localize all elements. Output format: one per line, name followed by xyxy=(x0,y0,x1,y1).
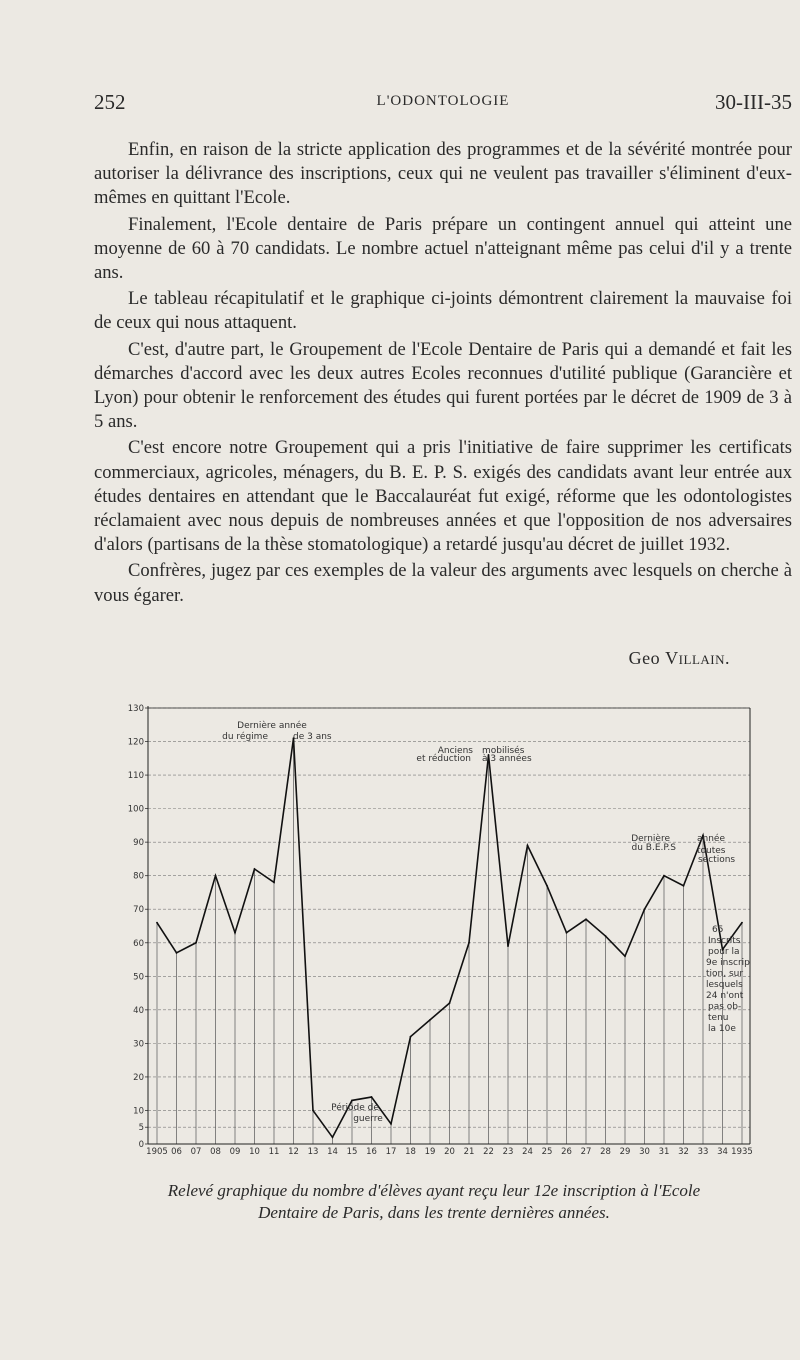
journal-title: L'ODONTOLOGIE xyxy=(376,93,510,109)
annotation-65-inscrits: tenu xyxy=(708,1013,729,1023)
paragraph: C'est encore notre Groupement qui a pris l'initiative de faire supprimer les certificats commerciaux, agricoles, ménagers, du B. E. P. S. exigés des candidats avant leur entrée aux études dentaires en attendant que le Baccalauréat fut exigé, réforme que les odontologistes réclamaient avec nous depuis de nombreuses années et que l'opposition de nos adversaires d'alors (partisans de la thèse stomatologique) a retardé jusqu'au décret de juillet 1932. xyxy=(94,437,792,556)
data-point xyxy=(332,1136,334,1138)
data-point xyxy=(566,932,568,934)
data-point xyxy=(624,955,626,957)
data-point xyxy=(312,1110,314,1112)
figure-caption xyxy=(84,1180,784,1224)
data-point xyxy=(429,1019,431,1021)
x-tick-label: 29 xyxy=(619,1147,631,1157)
y-tick-label: 80 xyxy=(133,871,144,882)
article-body xyxy=(94,138,792,610)
x-tick-label: 19 xyxy=(424,1147,436,1157)
x-tick-label: 20 xyxy=(444,1147,455,1157)
x-tick-label: 16 xyxy=(366,1147,377,1157)
data-point xyxy=(176,952,178,954)
y-tick-label: 10 xyxy=(133,1106,144,1117)
data-point xyxy=(390,1123,392,1125)
annotation-last-3yr: du régime xyxy=(222,732,268,742)
data-point xyxy=(215,875,217,877)
annotation-veterans: à 3 années xyxy=(482,754,532,764)
data-point xyxy=(273,882,275,884)
x-tick-label: 17 xyxy=(385,1147,397,1157)
enrollment-chart xyxy=(0,690,800,1160)
author-first-name: Geo xyxy=(628,648,661,668)
x-tick-label: 06 xyxy=(171,1147,182,1157)
y-tick-label: 130 xyxy=(127,704,144,714)
chart-year-lines xyxy=(157,738,742,1144)
annotation-65-inscrits: 65 xyxy=(712,925,724,935)
annotation-beps: du B.E.P.S xyxy=(631,843,676,853)
paragraph: Finalement, l'Ecole dentaire de Paris prépare un contingent annuel qui atteint une moyenne de 60 à 70 candidats. Le nombre actuel n'atteignant même pas celui d'il y a trente ans. xyxy=(94,213,792,284)
data-point xyxy=(351,1100,353,1102)
data-point xyxy=(507,945,509,947)
page-header xyxy=(94,90,792,120)
x-tick-label: 31 xyxy=(658,1147,670,1157)
x-tick-label: 30 xyxy=(639,1147,650,1157)
x-tick-label: 18 xyxy=(405,1147,416,1157)
data-point xyxy=(585,918,587,920)
x-tick-label: 26 xyxy=(561,1147,572,1157)
x-tick-label: 15 xyxy=(346,1147,358,1157)
annotation-65-inscrits: tion, sur xyxy=(706,969,744,979)
x-tick-label: 13 xyxy=(307,1147,319,1157)
y-tick-label: 90 xyxy=(133,838,144,849)
x-tick-label: 07 xyxy=(190,1147,202,1157)
author-last-name: Villain. xyxy=(665,648,730,668)
chart-x-tick-labels xyxy=(146,1147,753,1157)
x-tick-label: 24 xyxy=(522,1147,533,1157)
data-point xyxy=(527,845,529,847)
x-tick-label: 10 xyxy=(249,1147,260,1157)
issue-date: 30-III-35 xyxy=(715,90,792,114)
data-point xyxy=(683,885,685,887)
annotation-65-inscrits: pour la xyxy=(708,947,740,957)
data-point xyxy=(663,875,665,877)
data-point xyxy=(605,935,607,937)
x-tick-label: 23 xyxy=(502,1147,514,1157)
annotation-65-inscrits: Inscrits xyxy=(708,936,741,946)
paragraph: Enfin, en raison de la stricte application des programmes et de la sévérité montrée pour autoriser la délivrance des inscriptions, ceux qui ne veulent pas travailler s'éliminent d'eux-mêmes en quittant l'Ecole. xyxy=(94,139,792,209)
y-tick-label: 40 xyxy=(133,1005,144,1016)
annotation-65-inscrits: 9e inscrip xyxy=(706,958,750,968)
x-tick-label: 08 xyxy=(210,1147,221,1157)
x-tick-label: 33 xyxy=(697,1147,709,1157)
x-tick-label: 32 xyxy=(678,1147,689,1157)
x-tick-label: 12 xyxy=(288,1147,299,1157)
y-tick-label: 20 xyxy=(133,1072,144,1083)
data-point xyxy=(195,942,197,944)
data-point xyxy=(741,922,743,924)
paragraph: Le tableau récapitulatif et le graphique ci-joints démontrent clairement la mauvaise foi de ceux qui nous attaquent. xyxy=(94,288,792,334)
annotation-last-3yr: de 3 ans xyxy=(293,732,332,742)
x-tick-label: 21 xyxy=(463,1147,475,1157)
annotation-beps: Dernière xyxy=(631,834,670,844)
y-tick-label: 30 xyxy=(133,1039,144,1050)
annotation-65-inscrits: lesquels xyxy=(706,980,743,990)
y-tick-label: 5 xyxy=(138,1123,144,1134)
caption-line-2: Dentaire de Paris, dans les trente dernières années. xyxy=(258,1203,610,1222)
annotation-65-inscrits: la 10e xyxy=(708,1024,736,1034)
data-point xyxy=(254,868,256,870)
annotation-veterans: et réduction xyxy=(416,754,471,764)
x-tick-label: 1905 xyxy=(146,1147,168,1157)
data-point xyxy=(156,922,158,924)
data-point xyxy=(546,885,548,887)
annotation-beps: sections xyxy=(698,855,736,865)
annotation-beps: toutes xyxy=(697,846,726,856)
x-tick-label: 22 xyxy=(483,1147,494,1157)
chart-axes xyxy=(145,706,750,1144)
annotation-veterans: Anciens xyxy=(437,746,473,756)
y-tick-label: 120 xyxy=(127,737,144,748)
annotation-beps: année xyxy=(697,834,725,844)
x-tick-label: 27 xyxy=(580,1147,592,1157)
annotation-war-period: guerre xyxy=(353,1114,383,1124)
data-point xyxy=(234,932,236,934)
paragraph: C'est, d'autre part, le Groupement de l'Ecole Dentaire de Paris qui a demandé et fait les démarches d'accord avec les deux autres Ecoles reconnues d'utilité publique (Garancière et Lyon) pour obtenir le renforcement des études qui furent portées par le décret de 1909 de 3 à 5 ans. xyxy=(94,338,792,433)
x-tick-label: 25 xyxy=(541,1147,553,1157)
chart-y-tick-labels xyxy=(128,704,144,1150)
y-tick-label: 100 xyxy=(127,804,144,815)
annotation-veterans: mobilisés xyxy=(482,746,525,756)
x-tick-label: 28 xyxy=(600,1147,611,1157)
annotation-65-inscrits: 24 n'ont xyxy=(706,991,744,1001)
x-tick-label: 34 xyxy=(717,1147,728,1157)
x-tick-label: 11 xyxy=(268,1147,280,1157)
y-tick-label: 0 xyxy=(138,1140,144,1150)
data-point xyxy=(644,908,646,910)
data-point xyxy=(468,942,470,944)
page-number: 252 xyxy=(94,90,126,114)
y-tick-label: 110 xyxy=(127,771,144,782)
x-tick-label: 09 xyxy=(229,1147,241,1157)
annotation-war-period: Période de xyxy=(331,1103,379,1113)
author-signature xyxy=(629,648,730,669)
x-tick-label: 14 xyxy=(327,1147,338,1157)
annotation-last-3yr: Dernière année xyxy=(237,721,307,731)
caption-line-1: Relevé graphique du nombre d'élèves ayant reçu leur 12e inscription à l'Ecole xyxy=(167,1181,701,1200)
chart-grid xyxy=(148,708,750,1127)
y-tick-label: 70 xyxy=(133,905,144,916)
data-point xyxy=(371,1096,373,1098)
annotation-65-inscrits: pas ob- xyxy=(708,1002,742,1012)
y-tick-label: 60 xyxy=(133,938,144,949)
y-tick-label: 50 xyxy=(133,972,144,983)
data-point xyxy=(449,1002,451,1004)
data-point xyxy=(410,1036,412,1038)
x-tick-label: 1935 xyxy=(731,1147,753,1157)
paragraph: Confrères, jugez par ces exemples de la valeur des arguments avec lesquels on cherche à vous égarer. xyxy=(94,560,792,606)
